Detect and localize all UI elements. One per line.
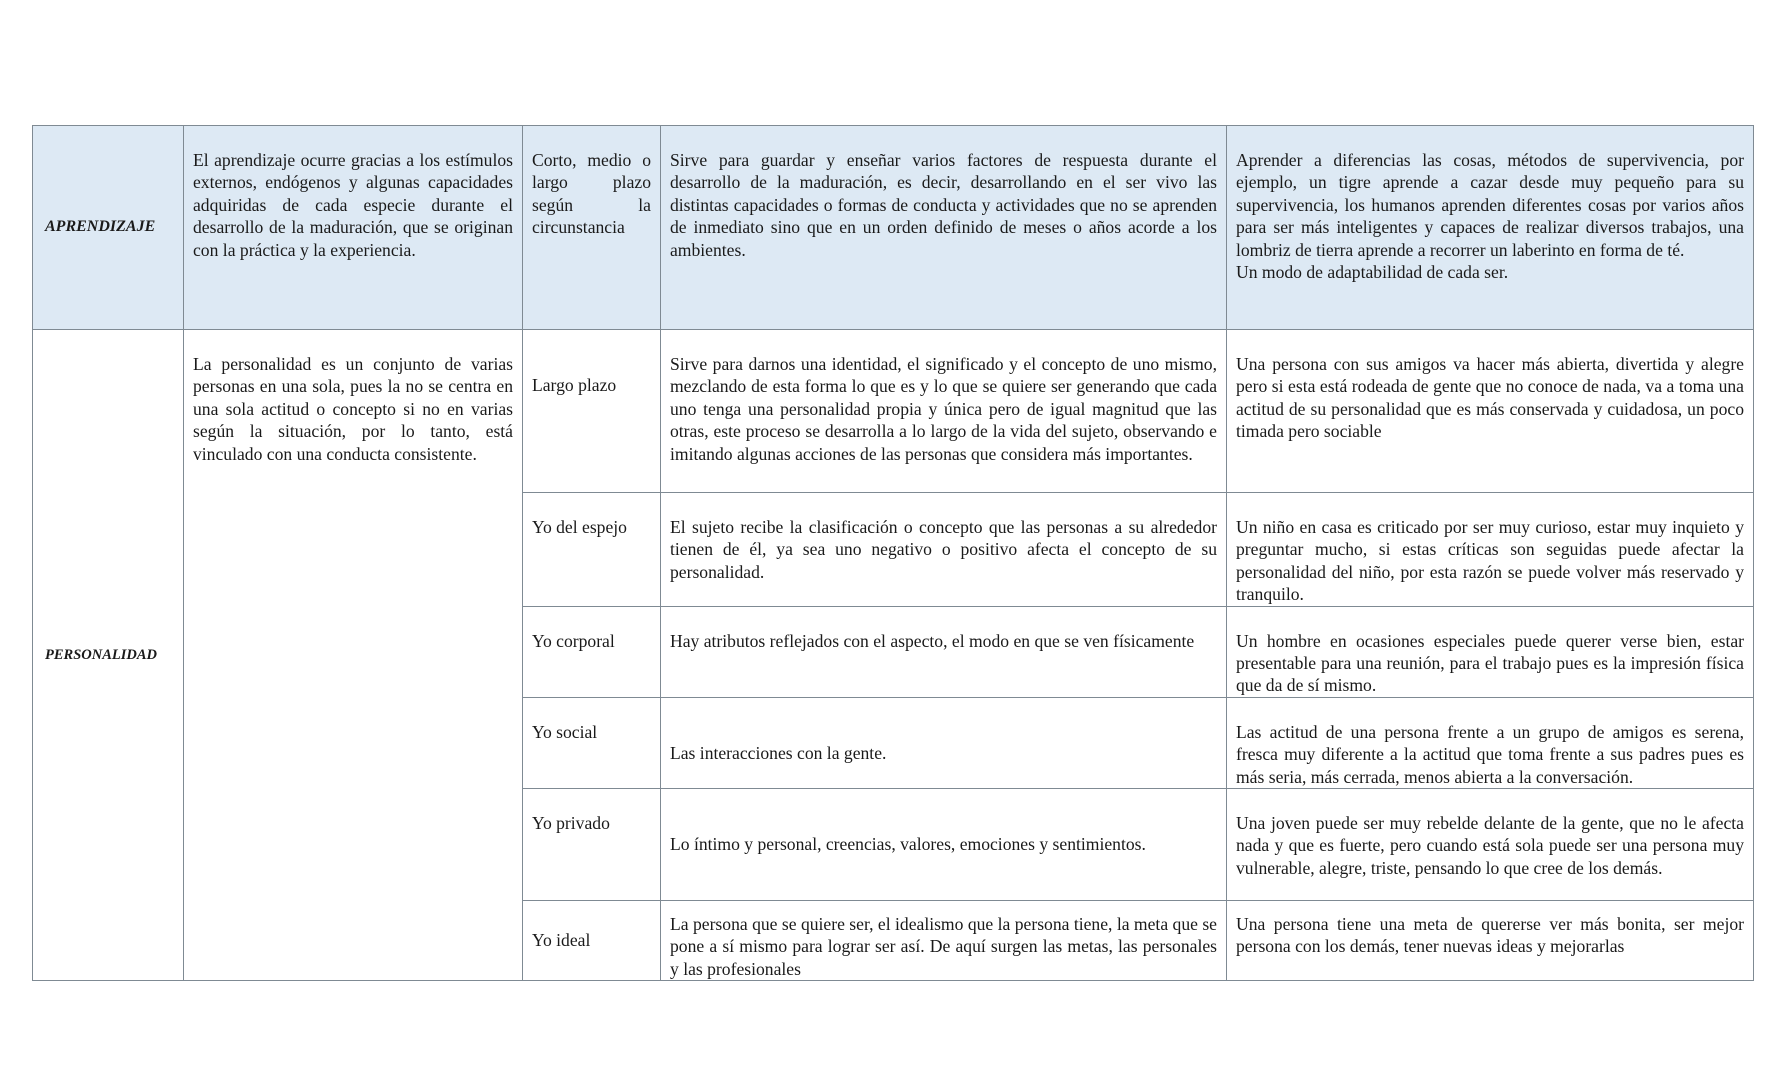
definition-cell — [184, 330, 523, 981]
category-cell — [33, 330, 184, 981]
type-text: Yo corporal — [532, 630, 615, 651]
example-text: Una persona tiene una meta de quererse ver más bonita, ser mejor persona con los demás, tener nuevas ideas y mejorarlas — [1236, 914, 1744, 957]
category-label: APRENDIZAJE — [45, 218, 156, 236]
example-text: Una persona con sus amigos va hacer más abierta, divertida y alegre pero si esta está rodeada de gente que no conoce de nada, va a toma una actitud de su personalidad que es más conservada y cuidadosa, un poco timada pero sociable — [1236, 354, 1744, 442]
type-cell — [523, 330, 661, 493]
function-cell — [661, 493, 1227, 607]
function-text: Las interacciones con la gente. — [670, 742, 887, 763]
function-cell — [661, 789, 1227, 901]
example-cell — [1227, 789, 1754, 901]
table-row-aprendizaje — [33, 126, 1754, 330]
type-cell — [523, 697, 661, 788]
example-cell — [1227, 126, 1754, 330]
example-cell — [1227, 606, 1754, 697]
function-cell — [661, 697, 1227, 788]
example-text: Un niño en casa es criticado por ser muy curioso, estar muy inquieto y preguntar mucho, si estas críticas son seguidas puede afectar la personalidad del niño, por esta razón se puede volver más reservado y tranquilo. — [1236, 517, 1744, 605]
example-text: Una joven puede ser muy rebelde delante de la gente, que no le afecta nada y que es fuerte, pero cuando está sola puede ser una persona muy vulnerable, alegre, triste, pensando lo que cree de los demás. — [1236, 813, 1744, 878]
function-text: Hay atributos reflejados con el aspecto, el modo en que se ven físicamente — [670, 630, 1195, 651]
type-text: Largo plazo — [532, 375, 617, 395]
type-cell — [523, 901, 661, 981]
function-cell — [661, 901, 1227, 981]
example-cell — [1227, 330, 1754, 493]
example-text: Las actitud de una persona frente a un grupo de amigos es serena, fresca muy diferente a la actitud que toma frente a sus padres pues es más seria, más cerrada, menos abierta a la conversación. — [1236, 721, 1744, 787]
function-cell — [661, 330, 1227, 493]
table-row-personalidad-largo-plazo — [33, 330, 1754, 493]
example-extra-text: Un modo de adaptabilidad de cada ser. — [1236, 262, 1509, 283]
category-cell — [33, 126, 184, 330]
concept-table — [32, 125, 1754, 981]
definition-text: La personalidad es un conjunto de varias personas en una sola, pues la no se centra en una sola actitud o concepto si no en varias según la situación, por lo tanto, está vinculado con una conducta consistente. — [193, 354, 513, 464]
function-cell — [661, 126, 1227, 330]
example-text: Aprender a diferencias las cosas, métodos de supervivencia, por ejemplo, un tigre aprende a cazar desde muy pequeño para su supervivencia, los humanos aprenden diferentes cosas por varios años para ser más inteligentes y capaces de realizar diversos trabajos, una lombriz de tierra aprende a recorrer un laberinto en forma de té. — [1236, 150, 1744, 260]
definition-cell — [184, 126, 523, 330]
type-text: Yo del espejo — [532, 517, 627, 537]
function-cell — [661, 606, 1227, 697]
type-cell — [523, 606, 661, 697]
function-text: Sirve para darnos una identidad, el significado y el concepto de uno mismo, mezclando de esta forma lo que es y lo que se quiere ser generando que cada uno tenga una personalidad propia y única pero de igual magnitud que las otras, este proceso se desarrolla a lo largo de la vida del sujeto, observando e imitando algunas acciones de las personas que considera más importantes. — [670, 354, 1217, 464]
example-text: Un hombre en ocasiones especiales puede querer verse bien, estar presentable para una reunión, para el trabajo pues es la impresión física que da de sí mismo. — [1236, 630, 1744, 696]
function-text: Sirve para guardar y enseñar varios factores de respuesta durante el desarrollo de la maduración, es decir, desarrollando en el ser vivo las distintas capacidades o formas de conducta y actividades que no se aprenden de inmediato sino que en un orden definido de meses o años acorde a los ambientes. — [670, 150, 1217, 260]
type-cell — [523, 493, 661, 607]
example-cell — [1227, 697, 1754, 788]
function-text: Lo íntimo y personal, creencias, valores, emociones y sentimientos. — [670, 834, 1146, 855]
type-text: Corto, medio o largo plazo según la circunstancia — [532, 150, 651, 238]
type-cell — [523, 789, 661, 901]
function-text: El sujeto recibe la clasificación o concepto que las personas a su alrededor tienen de él, ya sea uno negativo o positivo afecta el concepto de su personalidad. — [670, 517, 1217, 582]
example-cell — [1227, 493, 1754, 607]
definition-text: El aprendizaje ocurre gracias a los estímulos externos, endógenos y algunas capacidades adquiridas de cada especie durante el desarrollo de la maduración, que se originan con la práctica y la experiencia. — [193, 150, 513, 260]
category-label: PERSONALIDAD — [45, 646, 157, 663]
type-text: Yo ideal — [532, 930, 591, 951]
type-cell — [523, 126, 661, 330]
example-cell — [1227, 901, 1754, 981]
type-text: Yo privado — [532, 813, 610, 834]
function-text: La persona que se quiere ser, el idealismo que la persona tiene, la meta que se pone a sí mismo para lograr ser así. De aquí surgen las metas, las personales y las profesionales — [670, 914, 1217, 979]
type-text: Yo social — [532, 721, 598, 742]
